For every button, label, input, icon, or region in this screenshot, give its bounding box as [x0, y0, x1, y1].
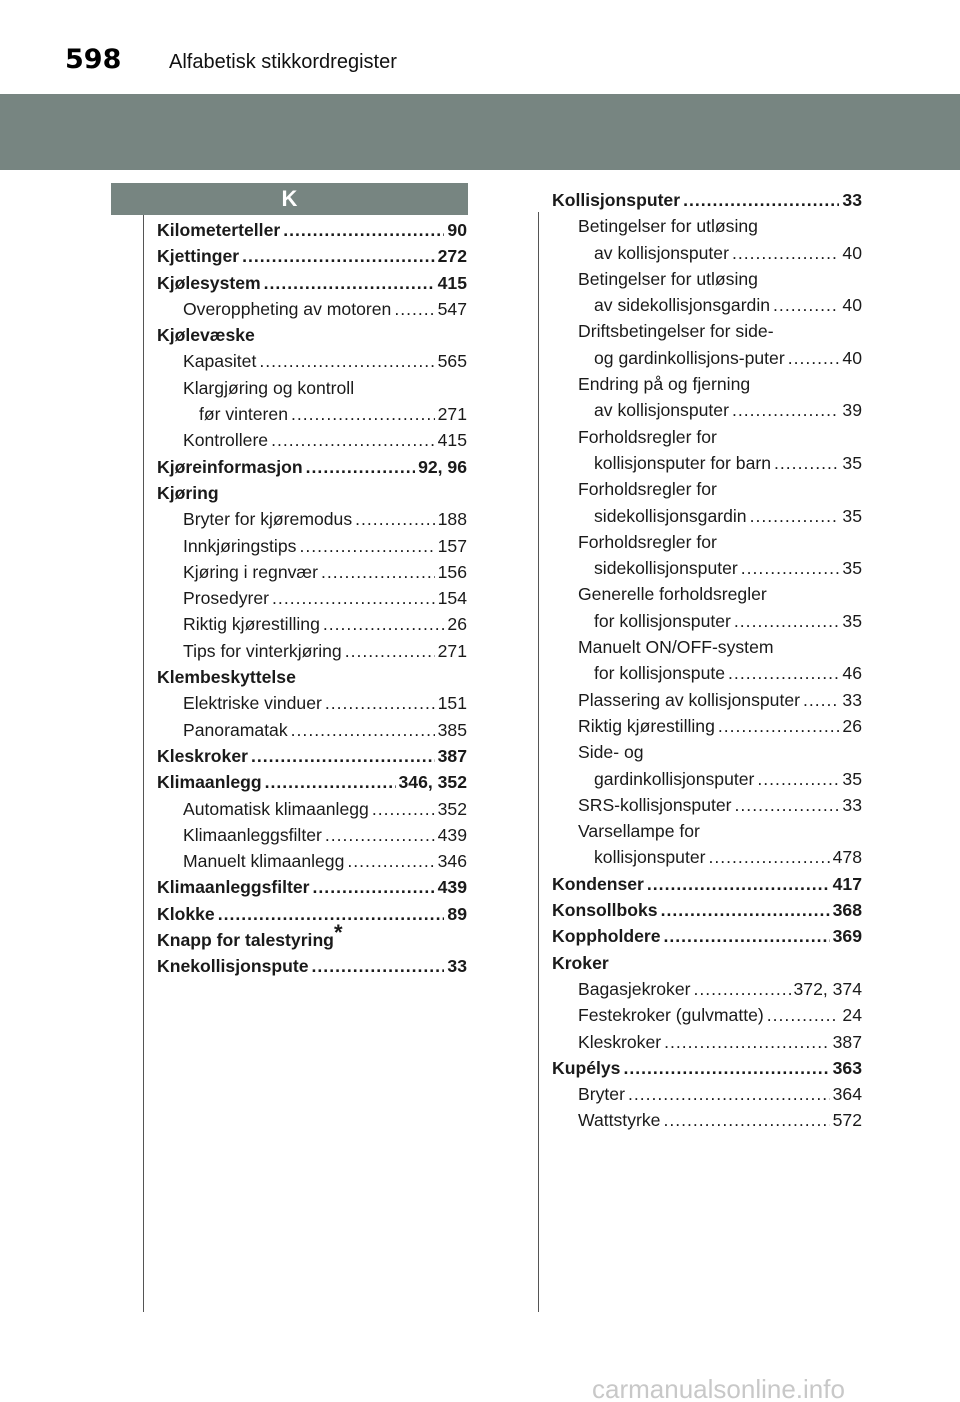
entry-page: 33 — [842, 794, 862, 815]
index-subentry — [552, 634, 862, 660]
index-subentry — [552, 371, 862, 397]
column-rule-left — [143, 212, 144, 1312]
entry-page: 35 — [842, 452, 862, 473]
dot-leader — [291, 401, 435, 427]
dot-leader — [757, 766, 839, 792]
entry-page: 415 — [437, 272, 467, 293]
index-subentry — [157, 717, 467, 743]
entry-term: Klokke — [157, 903, 215, 924]
dot-leader — [259, 348, 434, 374]
entry-page: 478 — [832, 847, 862, 868]
entry-term: kollisjonsputer for barn — [594, 452, 772, 473]
dot-leader — [664, 1029, 830, 1055]
dot-leader — [741, 555, 840, 581]
entry-term: sidekollisjonsgardin — [594, 505, 747, 526]
index-column-left — [157, 217, 467, 980]
entry-page: 415 — [437, 430, 467, 451]
entry-page: 40 — [842, 242, 862, 263]
entry-page: 157 — [437, 535, 467, 556]
dot-leader — [803, 687, 839, 713]
dot-leader — [773, 292, 839, 318]
entry-term: Konsollboks — [552, 900, 658, 921]
entry-term: Klimaanleggsfilter — [183, 824, 322, 845]
index-subentry — [552, 1029, 862, 1055]
index-subentry — [552, 529, 862, 555]
entry-term: før vinteren — [199, 404, 288, 425]
index-subentry — [552, 476, 862, 502]
index-entry — [157, 953, 467, 979]
entry-term: Kleskroker — [157, 745, 248, 766]
index-subentry — [552, 1107, 862, 1133]
entry-term: Generelle forholdsregler — [578, 584, 767, 605]
dot-leader — [306, 454, 415, 480]
dot-leader — [664, 923, 830, 949]
entry-page: 439 — [437, 824, 467, 845]
index-entry — [552, 187, 862, 213]
entry-page: 39 — [842, 400, 862, 421]
dot-leader — [693, 976, 790, 1002]
dot-leader — [663, 1107, 829, 1133]
entry-term: for kollisjonspute — [594, 663, 726, 684]
index-subentry — [552, 739, 862, 765]
entry-term: Kjølesystem — [157, 272, 261, 293]
dot-leader — [347, 848, 434, 874]
entry-page: 271 — [437, 404, 467, 425]
index-entry — [157, 480, 467, 506]
entry-page: 35 — [842, 768, 862, 789]
index-subentry — [552, 792, 862, 818]
entry-term: Riktig kjørestilling — [578, 715, 715, 736]
entry-term: for kollisjonsputer — [594, 610, 731, 631]
index-subentry — [552, 713, 862, 739]
entry-page: 24 — [842, 1005, 862, 1026]
footnote-star: * — [333, 920, 343, 946]
entry-page: 369 — [832, 926, 862, 947]
entry-term: Forholdsregler for — [578, 531, 717, 552]
index-subentry — [552, 660, 862, 686]
entry-term: Bagasjekroker — [578, 978, 691, 999]
watermark: carmanualsonline.info — [592, 1374, 845, 1402]
index-entry — [157, 454, 467, 480]
index-subentry — [552, 818, 862, 844]
index-entry — [157, 743, 467, 769]
entry-term: Varsellampe for — [578, 821, 700, 842]
entry-term: Kilometerteller — [157, 220, 281, 240]
entry-term: Kondenser — [552, 873, 644, 894]
entry-page: 154 — [437, 588, 467, 609]
dot-leader — [628, 1081, 830, 1107]
index-subentry — [157, 296, 467, 322]
entry-page: 368 — [832, 900, 862, 921]
index-entry — [157, 270, 467, 296]
dot-leader — [788, 345, 840, 371]
dot-leader — [242, 243, 435, 269]
dot-leader — [735, 792, 840, 818]
entry-page: 272 — [437, 246, 467, 267]
entry-term: av sidekollisjonsgardin — [594, 295, 771, 316]
entry-term: Plassering av kollisjonsputer — [578, 689, 800, 710]
index-entry — [157, 769, 467, 795]
dot-leader — [683, 187, 839, 213]
index-subentry — [552, 318, 862, 344]
index-entry — [157, 664, 467, 690]
entry-term: Forholdsregler for — [578, 426, 717, 447]
entry-term: Forholdsregler for — [578, 479, 717, 500]
header-band — [0, 94, 960, 170]
entry-page: 346, 352 — [398, 772, 467, 793]
index-subentry — [552, 240, 862, 266]
index-subentry — [552, 450, 862, 476]
entry-term: Kollisjonsputer — [552, 190, 681, 210]
entry-page: 35 — [842, 505, 862, 526]
index-entry — [157, 901, 467, 927]
entry-term: Klimaanlegg — [157, 772, 262, 793]
entry-term: sidekollisjonsputer — [594, 558, 738, 579]
dot-leader — [767, 1002, 840, 1028]
index-subentry — [552, 1081, 862, 1107]
dot-leader — [355, 506, 435, 532]
entry-term: Driftsbetingelser for side- — [578, 321, 774, 342]
index-subentry — [552, 844, 862, 870]
dot-leader — [321, 559, 435, 585]
index-subentry — [552, 397, 862, 423]
entry-page: 33 — [842, 689, 862, 710]
entry-term: Prosedyrer — [183, 588, 270, 609]
entry-term: Festekroker (gulvmatte) — [578, 1005, 764, 1026]
entry-page: 352 — [437, 798, 467, 819]
dot-leader — [313, 874, 435, 900]
dot-leader — [372, 796, 435, 822]
index-subentry — [552, 345, 862, 371]
index-subentry — [157, 559, 467, 585]
entry-page: 363 — [832, 1057, 862, 1078]
dot-leader — [718, 713, 840, 739]
dot-leader — [299, 533, 434, 559]
entry-term: Kjøring i regnvær — [183, 561, 318, 582]
entry-page: 26 — [842, 715, 862, 736]
index-entry — [157, 322, 467, 348]
index-entry — [157, 243, 467, 269]
index-entry — [552, 897, 862, 923]
index-subentry — [552, 766, 862, 792]
dot-leader — [623, 1055, 829, 1081]
index-subentry — [157, 585, 467, 611]
entry-term: av kollisjonsputer — [594, 242, 729, 263]
index-entry — [552, 950, 862, 976]
entry-page: 90 — [447, 220, 467, 240]
index-subentry — [552, 581, 862, 607]
entry-term: Tips for vinterkjøring — [183, 640, 342, 661]
entry-page: 188 — [437, 509, 467, 530]
entry-term: Panoramatak — [183, 719, 288, 740]
entry-page: 364 — [832, 1084, 862, 1105]
entry-term: av kollisjonsputer — [594, 400, 729, 421]
dot-leader — [325, 690, 435, 716]
index-entry — [552, 1055, 862, 1081]
entry-term: Bryter for kjøremodus — [183, 509, 353, 530]
page-number: 598 — [65, 44, 122, 75]
entry-page: 35 — [842, 610, 862, 631]
index-subentry — [552, 1002, 862, 1028]
index-subentry — [552, 213, 862, 239]
entry-term: Side- og — [578, 742, 644, 763]
entry-page: 35 — [842, 558, 862, 579]
entry-page: 385 — [437, 719, 467, 740]
dot-leader — [291, 717, 435, 743]
index-subentry — [552, 424, 862, 450]
entry-term: Klimaanleggsfilter — [157, 877, 310, 898]
index-subentry — [157, 611, 467, 637]
entry-page: 46 — [842, 663, 862, 684]
entry-page: 572 — [832, 1110, 862, 1131]
entry-page: 92, 96 — [418, 456, 467, 477]
index-subentry — [157, 822, 467, 848]
entry-page: 89 — [447, 903, 467, 924]
entry-term: kollisjonsputer — [594, 847, 706, 868]
entry-term: SRS-kollisjonsputer — [578, 794, 732, 815]
index-subentry — [552, 555, 862, 581]
entry-page: 33 — [447, 956, 467, 977]
dot-leader — [750, 503, 840, 529]
entry-term: Klembeskyttelse — [157, 667, 296, 688]
dot-leader — [647, 871, 830, 897]
index-subentry — [157, 401, 467, 427]
entry-term: Overoppheting av motoren — [183, 298, 392, 319]
entry-term: Betingelser for utløsing — [578, 268, 758, 289]
dot-leader — [774, 450, 839, 476]
index-subentry — [157, 638, 467, 664]
dot-leader — [251, 743, 435, 769]
entry-term: gardinkollisjonsputer — [594, 768, 755, 789]
entry-page: 387 — [437, 745, 467, 766]
entry-page: 26 — [447, 614, 467, 635]
dot-leader — [394, 296, 434, 322]
entry-term: Knekollisjonspute — [157, 956, 309, 977]
entry-term: og gardinkollisjons-puter — [594, 347, 785, 368]
section-letter: K — [111, 183, 468, 215]
entry-term: Kjølevæske — [157, 325, 255, 346]
index-entry — [157, 920, 467, 953]
index-subentry — [157, 796, 467, 822]
index-subentry — [552, 687, 862, 713]
index-subentry — [157, 348, 467, 374]
entry-term: Kontrollere — [183, 430, 269, 451]
entry-term: Knapp for talestyring — [157, 930, 334, 951]
entry-term: Kjettinger — [157, 246, 240, 267]
entry-page: 40 — [842, 295, 862, 316]
entry-page: 372, 374 — [793, 978, 862, 999]
page-title: Alfabetisk stikkordregister — [169, 51, 397, 73]
entry-term: Kroker — [552, 952, 609, 973]
column-rule-middle — [538, 212, 539, 1312]
dot-leader — [272, 585, 435, 611]
entry-term: Automatisk klimaanlegg — [183, 798, 369, 819]
entry-term: Elektriske vinduer — [183, 693, 322, 714]
entry-page: 271 — [437, 640, 467, 661]
entry-term: Betingelser for utløsing — [578, 216, 758, 237]
index-subentry — [157, 533, 467, 559]
entry-page: 387 — [832, 1031, 862, 1052]
entry-term: Wattstyrke — [578, 1110, 661, 1131]
index-subentry — [552, 503, 862, 529]
index-subentry — [157, 375, 467, 401]
entry-term: Endring på og fjerning — [578, 374, 751, 395]
entry-page: 156 — [437, 561, 467, 582]
dot-leader — [661, 897, 830, 923]
entry-term: Kjøring — [157, 482, 219, 503]
entry-term: Riktig kjørestilling — [183, 614, 320, 635]
dot-leader — [732, 240, 839, 266]
dot-leader — [312, 953, 445, 979]
index-subentry — [552, 976, 862, 1002]
index-subentry — [157, 690, 467, 716]
entry-page: 439 — [437, 877, 467, 898]
dot-leader — [264, 270, 435, 296]
entry-term: Bryter — [578, 1084, 625, 1105]
index-entry — [157, 874, 467, 900]
dot-leader — [218, 901, 445, 927]
entry-term: Manuelt klimaanlegg — [183, 851, 345, 872]
entry-page: 565 — [437, 351, 467, 372]
dot-leader — [323, 611, 445, 637]
entry-page: 33 — [842, 190, 862, 210]
index-entry — [552, 923, 862, 949]
index-subentry — [552, 266, 862, 292]
entry-term: Kleskroker — [578, 1031, 662, 1052]
dot-leader — [734, 608, 840, 634]
entry-term: Kjøreinformasjon — [157, 456, 303, 477]
entry-term: Manuelt ON/OFF-system — [578, 637, 774, 658]
index-column-right — [552, 187, 862, 1134]
entry-page: 40 — [842, 347, 862, 368]
entry-page: 547 — [437, 298, 467, 319]
entry-page: 417 — [832, 873, 862, 894]
index-subentry — [157, 506, 467, 532]
entry-term: Kapasitet — [183, 351, 257, 372]
index-subentry — [157, 848, 467, 874]
dot-leader — [265, 769, 396, 795]
dot-leader — [345, 638, 435, 664]
entry-page: 151 — [437, 693, 467, 714]
index-subentry — [552, 292, 862, 318]
index-subentry — [157, 427, 467, 453]
index-subentry — [552, 608, 862, 634]
entry-term: Klargjøring og kontroll — [183, 377, 355, 398]
dot-leader — [325, 822, 435, 848]
page-header — [0, 0, 960, 88]
dot-leader — [271, 427, 435, 453]
dot-leader — [283, 217, 444, 243]
index-entry — [552, 871, 862, 897]
entry-term: Koppholdere — [552, 926, 661, 947]
entry-term: Kupélys — [552, 1057, 621, 1078]
index-entry — [157, 217, 467, 243]
dot-leader — [708, 844, 829, 870]
entry-term: Innkjøringstips — [183, 535, 297, 556]
entry-page: 346 — [437, 851, 467, 872]
dot-leader — [728, 660, 839, 686]
dot-leader — [732, 397, 839, 423]
